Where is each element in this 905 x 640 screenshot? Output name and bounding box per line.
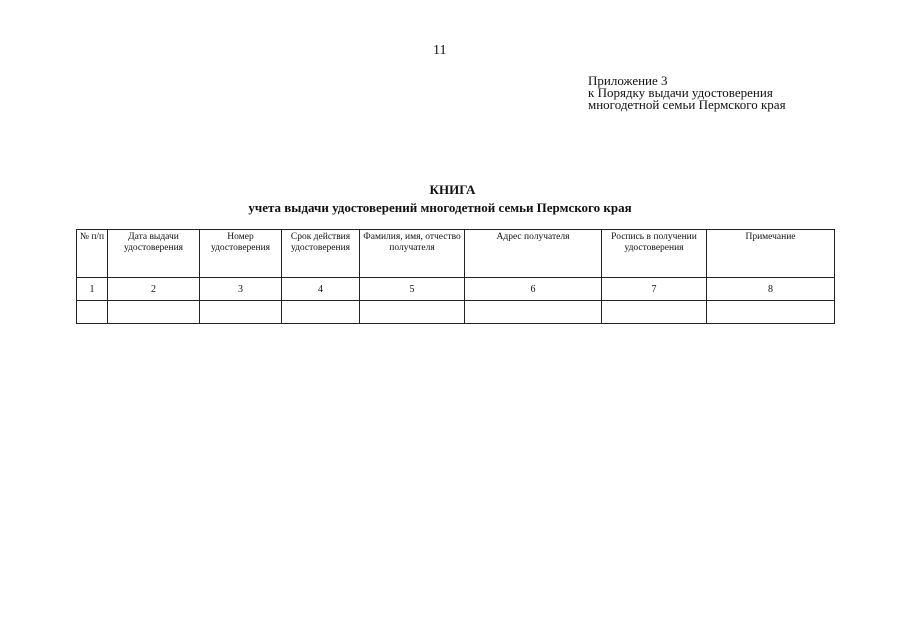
empty-cell — [108, 301, 200, 324]
table-header-row — [77, 230, 835, 278]
column-number: 3 — [200, 278, 282, 301]
column-header: Роспись в получении удостоверения — [602, 230, 707, 278]
appendix-line-3: многодетной семьи Пермского края — [588, 97, 786, 112]
column-header: № п/п — [77, 230, 108, 278]
column-header: Фамилия, имя, отчество получателя — [360, 230, 465, 278]
column-header: Срок действия удостоверения — [282, 230, 360, 278]
column-number: 4 — [282, 278, 360, 301]
empty-cell — [360, 301, 465, 324]
register-table — [76, 229, 835, 324]
empty-cell — [707, 301, 835, 324]
column-number: 8 — [707, 278, 835, 301]
table-row — [77, 301, 835, 324]
page-number: 11 — [433, 43, 447, 58]
column-number-row — [77, 278, 835, 301]
empty-cell — [602, 301, 707, 324]
appendix-block — [588, 75, 786, 111]
empty-cell — [465, 301, 602, 324]
document-subtitle: учета выдачи удостоверений многодетной семьи Пермского края — [248, 200, 632, 215]
empty-cell — [282, 301, 360, 324]
column-number: 1 — [77, 278, 108, 301]
document-title: КНИГА — [429, 182, 476, 197]
empty-cell — [77, 301, 108, 324]
appendix-line-1: Приложение 3 — [588, 73, 668, 88]
column-header: Адрес получателя — [465, 230, 602, 278]
empty-cell — [200, 301, 282, 324]
column-header: Примечание — [707, 230, 835, 278]
column-header: Дата выдачи удостоверения — [108, 230, 200, 278]
column-header: Номер удостоверения — [200, 230, 282, 278]
column-number: 7 — [602, 278, 707, 301]
column-number: 6 — [465, 278, 602, 301]
appendix-line-2: к Порядку выдачи удостоверения — [588, 85, 773, 100]
column-number: 2 — [108, 278, 200, 301]
column-number: 5 — [360, 278, 465, 301]
